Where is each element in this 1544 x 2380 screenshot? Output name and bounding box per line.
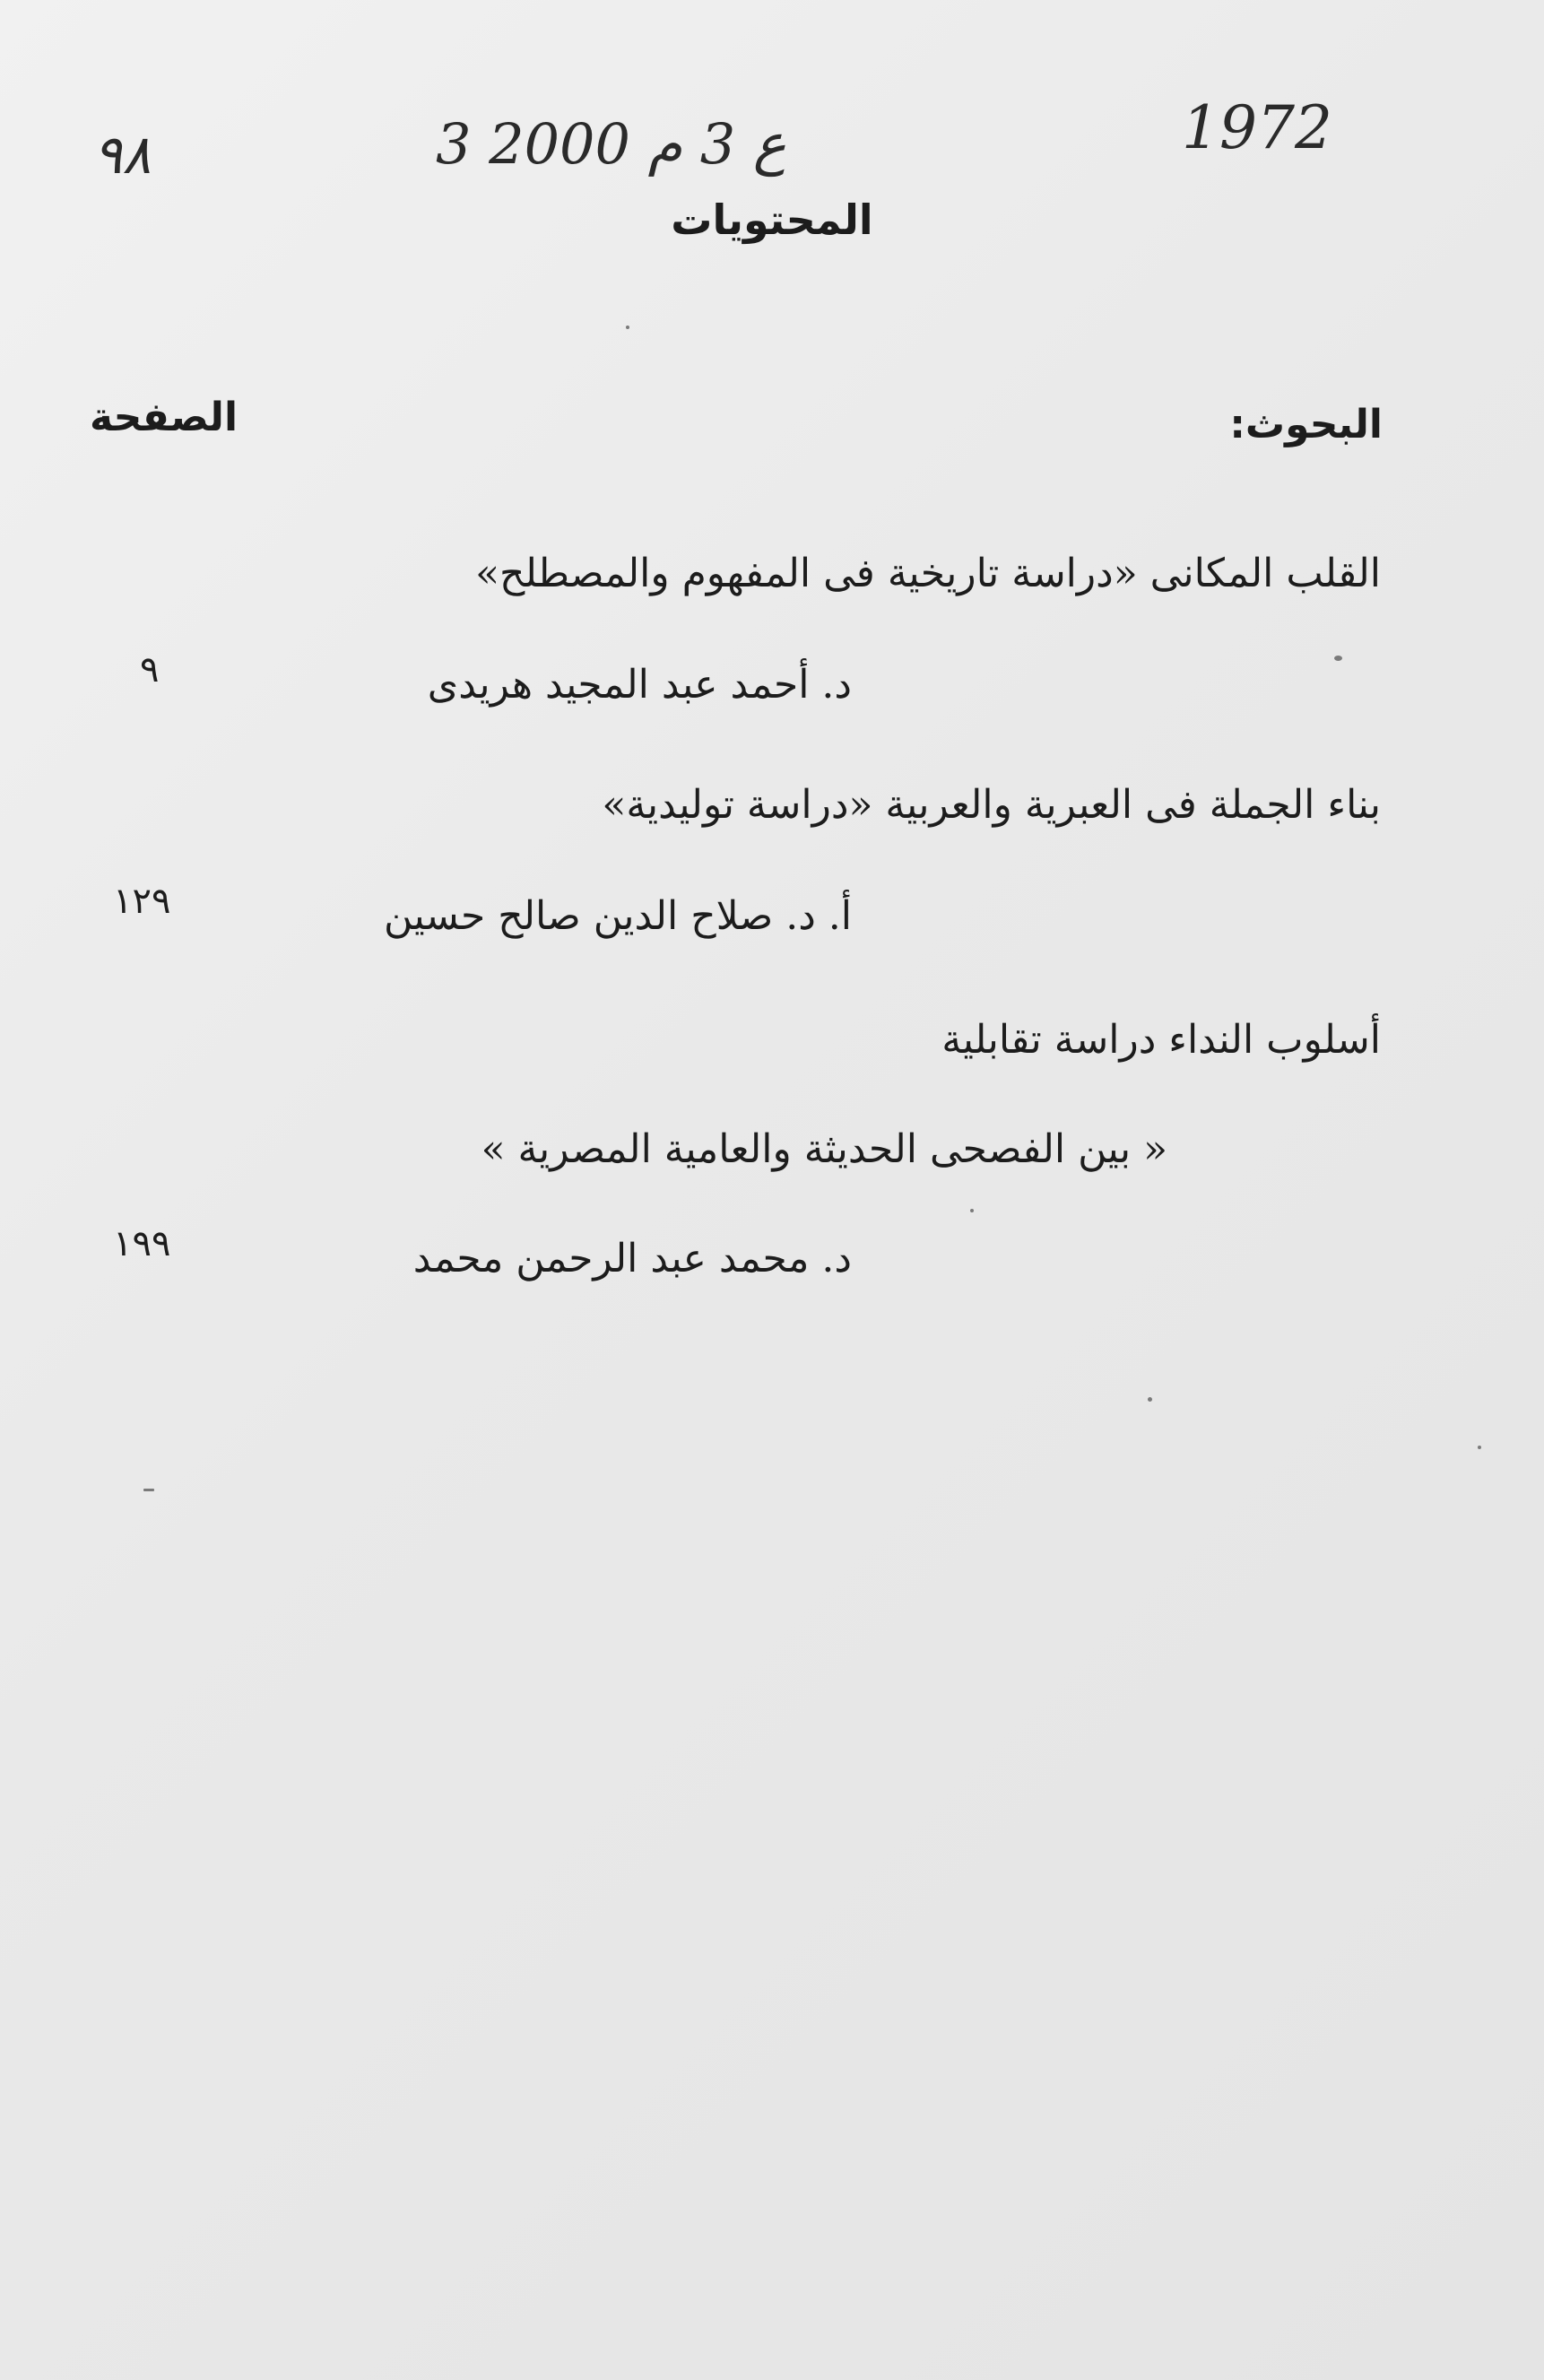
handwritten-note-right: 1972 (1182, 93, 1332, 162)
entry-title: أسلوب النداء دراسة تقابلية (941, 1017, 1381, 1063)
scan-speck (1148, 1397, 1152, 1402)
entry-author: د. محمد عبد الرحمن محمد (412, 1236, 852, 1281)
entry-title: القلب المكانى «دراسة تاريخية فى المفهوم والمصطلح» (475, 551, 1381, 596)
entry-title: بناء الجملة فى العبرية والعربية «دراسة توليدية» (602, 782, 1381, 828)
scan-speck (1334, 656, 1342, 661)
scan-speck (1478, 1446, 1481, 1449)
scan-speck (970, 1209, 974, 1212)
entry-page-number: ٩ (140, 649, 160, 691)
handwritten-note-middle: 3 ع 3 م 2000 (436, 111, 786, 177)
handwritten-note-left: ٩٨ (93, 124, 152, 187)
page-title: المحتويات (671, 195, 873, 244)
entry-author: أ. د. صلاح الدين صالح حسين (383, 893, 852, 939)
section-heading: البحوث: (1229, 402, 1383, 447)
entry-subtitle: « بين الفصحى الحديثة والعامية المصرية » (481, 1126, 1167, 1172)
entry-page-number: ١٩٩ (113, 1223, 171, 1264)
page-column-heading: الصفحة (90, 395, 239, 440)
scan-speck (626, 326, 629, 329)
entry-page-number: ١٢٩ (113, 881, 171, 922)
scan-speck (143, 1489, 154, 1491)
entry-author: د. أحمد عبد المجيد هريدى (427, 662, 852, 708)
